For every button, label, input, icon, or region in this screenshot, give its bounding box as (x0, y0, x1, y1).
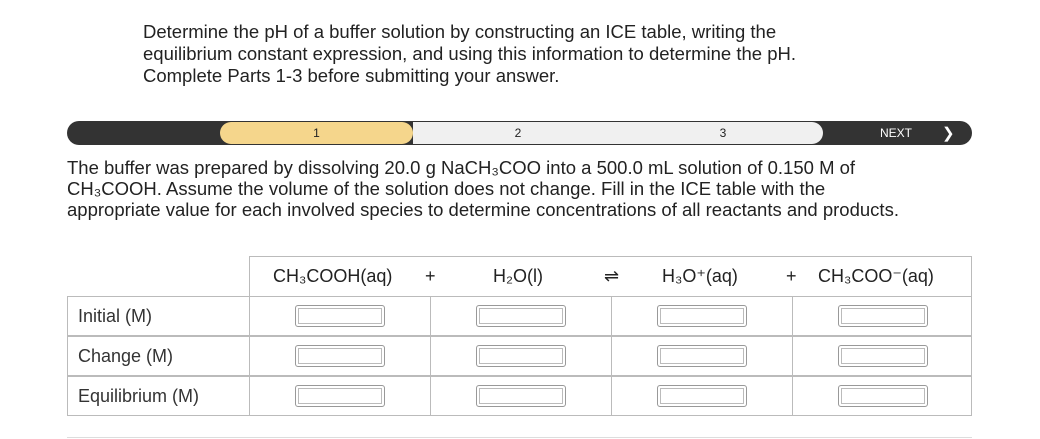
equilibrium-ch3cooh-input[interactable] (295, 385, 385, 407)
equilibrium-h3o-input[interactable] (657, 385, 747, 407)
step-2-tab[interactable] (413, 122, 623, 144)
change-h3o-input[interactable] (657, 345, 747, 367)
species-ch3coo: CH₃COO⁻(aq) (818, 266, 934, 286)
ice-header-row (249, 256, 972, 296)
species-ch3cooh: CH₃COOH(aq) (273, 266, 393, 286)
equilibrium-row-label: Equilibrium (M) (78, 386, 200, 406)
species-h3o: H₃O⁺(aq) (662, 266, 738, 286)
equilibrium-h2o-cell (430, 377, 611, 415)
equilibrium-row (67, 376, 972, 416)
step-3-label: 3 (719, 126, 727, 140)
initial-row-label: Initial (M) (78, 306, 153, 326)
question-text (67, 157, 987, 220)
question-line-2: CH₃COOH. Assume the volume of the solution does not change. Fill in the ICE table with the (67, 178, 826, 199)
equilibrium-ch3cooh-cell (249, 377, 430, 415)
equilibrium-ch3coo-cell (792, 377, 973, 415)
step-1-label: 1 (313, 126, 320, 140)
initial-h2o-cell (430, 297, 611, 335)
initial-h3o-input[interactable] (657, 305, 747, 327)
initial-ch3coo-cell (792, 297, 973, 335)
question-line-3: appropriate value for each involved species to determine concentrations of all reactants and products. (67, 199, 899, 220)
question-line-1: The buffer was prepared by dissolving 20.0 g NaCH₃COO into a 500.0 mL solution of 0.150 M of (67, 157, 856, 178)
bottom-divider (67, 437, 972, 438)
initial-ch3coo-input[interactable] (838, 305, 928, 327)
instructions-line-3: Complete Parts 1-3 before submitting your answer. (143, 65, 560, 86)
change-h2o-cell (430, 337, 611, 375)
next-button[interactable] (862, 121, 970, 145)
step-2-label: 2 (514, 126, 522, 140)
instructions-line-1: Determine the pH of a buffer solution by constructing an ICE table, writing the (143, 21, 777, 42)
equilibrium-h2o-input[interactable] (476, 385, 566, 407)
instructions-line-2: equilibrium constant expression, and using this information to determine the pH. (143, 43, 796, 64)
step-1-tab[interactable] (220, 122, 413, 144)
next-button-label: NEXT (880, 126, 913, 140)
plus-sign-2: + (786, 266, 797, 286)
change-ch3cooh-input[interactable] (295, 345, 385, 367)
initial-h3o-cell (611, 297, 792, 335)
species-h2o: H₂O(l) (493, 266, 543, 286)
change-ch3cooh-cell (249, 337, 430, 375)
equilibrium-arrow: ⇌ (604, 266, 620, 286)
instructions (143, 21, 903, 87)
part-progress-bar (67, 121, 972, 145)
ice-table (67, 256, 972, 418)
equilibrium-h3o-cell (611, 377, 792, 415)
change-h3o-cell (611, 337, 792, 375)
change-row (67, 336, 972, 376)
initial-ch3cooh-input[interactable] (295, 305, 385, 327)
change-h2o-input[interactable] (476, 345, 566, 367)
chevron-right-icon: ❯ (942, 125, 955, 142)
change-ch3coo-cell (792, 337, 973, 375)
step-3-tab[interactable] (623, 122, 823, 144)
change-row-label: Change (M) (78, 346, 174, 366)
plus-sign-1: + (425, 266, 436, 286)
equilibrium-ch3coo-input[interactable] (838, 385, 928, 407)
initial-ch3cooh-cell (249, 297, 430, 335)
initial-h2o-input[interactable] (476, 305, 566, 327)
change-ch3coo-input[interactable] (838, 345, 928, 367)
initial-row (67, 296, 972, 336)
